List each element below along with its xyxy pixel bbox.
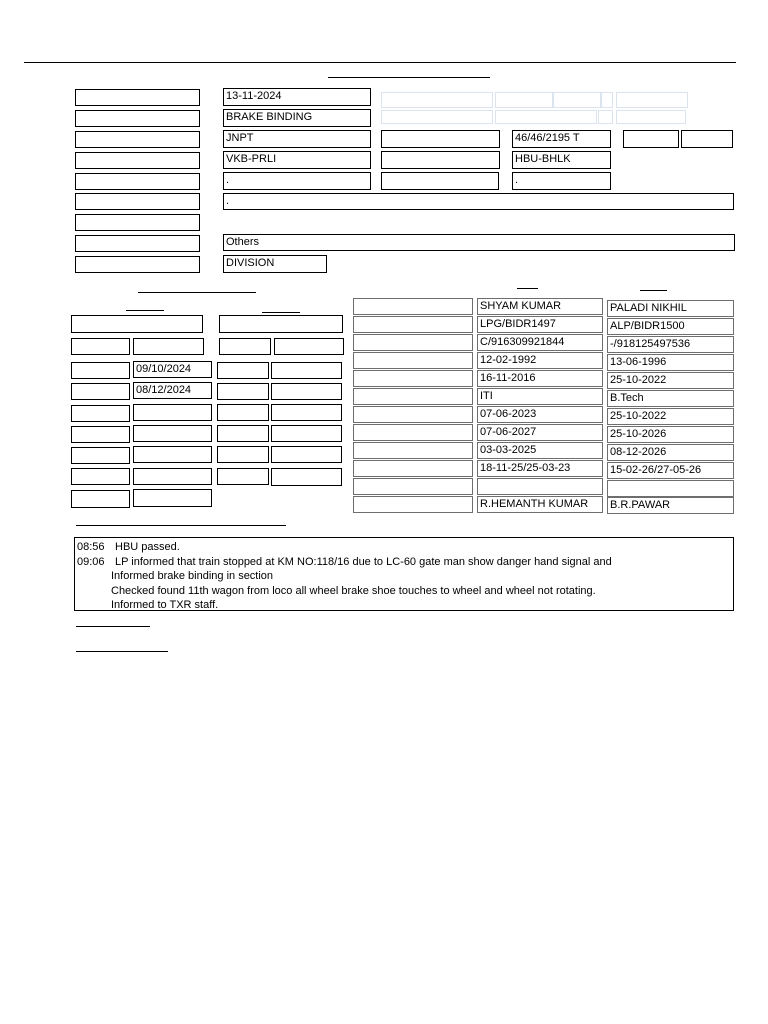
lp-phone: C/916309921844 bbox=[477, 334, 603, 351]
crew-label-12 bbox=[353, 496, 473, 513]
label-box-6 bbox=[75, 193, 200, 210]
left-head-2 bbox=[219, 315, 343, 333]
grid-a5 bbox=[71, 426, 130, 443]
crew-label-9 bbox=[353, 442, 473, 459]
alp-appointment: 25-10-2022 bbox=[607, 372, 734, 389]
grid-c6 bbox=[217, 446, 269, 463]
left-head-1 bbox=[71, 315, 203, 333]
grid-c3 bbox=[217, 383, 269, 400]
label-box-2 bbox=[75, 110, 200, 127]
faint-box-3 bbox=[553, 92, 601, 108]
category-field: Others bbox=[223, 234, 735, 251]
lp-qualification: ITI bbox=[477, 388, 603, 405]
alp-date-1: 25-10-2022 bbox=[607, 408, 734, 425]
grid-b5 bbox=[133, 425, 212, 442]
remarks-line-5: Informed to TXR staff. bbox=[111, 599, 219, 611]
grid-d5 bbox=[271, 425, 342, 442]
faint-box-4 bbox=[601, 92, 613, 108]
title-underline bbox=[328, 77, 490, 78]
faint-box-6 bbox=[381, 110, 493, 124]
crew-label-6 bbox=[353, 388, 473, 405]
label-box-7 bbox=[75, 214, 200, 231]
alp-blank bbox=[607, 480, 734, 497]
faint-box-9 bbox=[616, 110, 686, 124]
crew-label-2 bbox=[353, 316, 473, 333]
remarks-heading-underline bbox=[76, 525, 286, 526]
crew-label-8 bbox=[353, 424, 473, 441]
alp-supervisor: B.R.PAWAR bbox=[607, 497, 734, 514]
loco-field: 46/46/2195 T bbox=[512, 130, 611, 148]
grid-a7 bbox=[71, 468, 130, 485]
remarks-box bbox=[74, 537, 734, 611]
alp-name: PALADI NIKHIL bbox=[607, 300, 734, 317]
grid-a6 bbox=[71, 447, 130, 464]
lp-date-4: 18-11-25/25-03-23 bbox=[477, 460, 603, 477]
grid-a3 bbox=[71, 383, 130, 400]
grid-a8 bbox=[71, 490, 130, 508]
small-box-1 bbox=[623, 130, 679, 148]
grid-b6 bbox=[133, 446, 212, 463]
remarks-time-2: 09:06 bbox=[77, 555, 105, 568]
lp-date-2: 07-06-2027 bbox=[477, 424, 603, 441]
grid-b7 bbox=[133, 468, 212, 485]
grid-c1 bbox=[219, 338, 271, 355]
left-date-2: 08/12/2024 bbox=[133, 382, 212, 399]
remarks-text-2: LP informed that train stopped at KM NO:118/16 due to LC-60 gate man show danger hand signal and bbox=[115, 555, 612, 568]
footer-underline-2 bbox=[76, 651, 168, 652]
grid-b4 bbox=[133, 404, 212, 421]
dot-field-b: . bbox=[512, 172, 611, 190]
section-underline-left bbox=[138, 292, 256, 293]
faint-box-2 bbox=[495, 92, 553, 108]
grid-c4 bbox=[217, 404, 269, 421]
sub-underline-2 bbox=[262, 312, 300, 313]
label-box-4 bbox=[75, 152, 200, 169]
grid-d1 bbox=[274, 338, 344, 355]
footer-underline-1 bbox=[76, 626, 150, 627]
lp-appointment: 16-11-2016 bbox=[477, 370, 603, 387]
alp-phone: -/918125497536 bbox=[607, 336, 734, 353]
lp-name: SHYAM KUMAR bbox=[477, 298, 603, 315]
label-box-3 bbox=[75, 131, 200, 148]
label-box-9 bbox=[75, 256, 200, 273]
alp-dob: 13-06-1996 bbox=[607, 354, 734, 371]
grid-b1 bbox=[133, 338, 204, 355]
crew-label-7 bbox=[353, 406, 473, 423]
faint-box-1 bbox=[381, 92, 493, 108]
grid-c2 bbox=[217, 362, 269, 379]
crew-label-11 bbox=[353, 478, 473, 495]
faint-box-8 bbox=[598, 110, 613, 124]
top-rule bbox=[24, 62, 736, 63]
faint-box-5 bbox=[616, 92, 688, 108]
alp-date-2: 25-10-2026 bbox=[607, 426, 734, 443]
mid-label-box-1 bbox=[381, 130, 500, 148]
section-underline-alp bbox=[640, 290, 667, 291]
alp-date-4: 15-02-26/27-05-26 bbox=[607, 462, 734, 479]
section-field: VKB-PRLI bbox=[223, 151, 371, 169]
lp-date-3: 03-03-2025 bbox=[477, 442, 603, 459]
responsibility-field: DIVISION bbox=[223, 255, 327, 273]
sub-underline-1 bbox=[126, 310, 164, 311]
grid-d2 bbox=[271, 362, 342, 379]
alp-qualification: B.Tech bbox=[607, 390, 734, 407]
alp-date-3: 08-12-2026 bbox=[607, 444, 734, 461]
date-field: 13-11-2024 bbox=[223, 88, 371, 106]
label-box-1 bbox=[75, 89, 200, 106]
grid-a2 bbox=[71, 362, 130, 379]
lp-date-1: 07-06-2023 bbox=[477, 406, 603, 423]
label-box-5 bbox=[75, 173, 200, 190]
small-box-2 bbox=[681, 130, 733, 148]
wide-field-1: . bbox=[223, 193, 734, 210]
section-underline-lp bbox=[517, 288, 538, 289]
remarks-line-4: Checked found 11th wagon from loco all wheel brake shoe touches to wheel and wheel not rotating. bbox=[111, 584, 596, 597]
grid-b8 bbox=[133, 489, 212, 507]
remarks-line-2 bbox=[77, 555, 733, 570]
crew-label-4 bbox=[353, 352, 473, 369]
grid-c5 bbox=[217, 425, 269, 442]
grid-a1 bbox=[71, 338, 130, 355]
crew-label-10 bbox=[353, 460, 473, 477]
lp-blank bbox=[477, 478, 603, 495]
dot-field-a: . bbox=[223, 172, 371, 190]
grid-d4 bbox=[271, 404, 342, 421]
grid-d6 bbox=[271, 446, 342, 463]
grid-a4 bbox=[71, 405, 130, 422]
crew-label-3 bbox=[353, 334, 473, 351]
remarks-time-1: 08:56 bbox=[77, 541, 105, 553]
left-date-1: 09/10/2024 bbox=[133, 361, 212, 378]
alp-id: ALP/BIDR1500 bbox=[607, 318, 734, 335]
lp-supervisor: R.HEMANTH KUMAR bbox=[477, 496, 603, 513]
remarks-line-1 bbox=[77, 540, 733, 555]
grid-d3 bbox=[271, 383, 342, 400]
faint-box-7 bbox=[495, 110, 597, 124]
grid-d7 bbox=[271, 468, 342, 486]
event-field: BRAKE BINDING bbox=[223, 109, 371, 127]
block-field: HBU-BHLK bbox=[512, 151, 611, 169]
lp-id: LPG/BIDR1497 bbox=[477, 316, 603, 333]
lp-dob: 12-02-1992 bbox=[477, 352, 603, 369]
label-box-8 bbox=[75, 235, 200, 252]
remarks-line-3: Informed brake binding in section bbox=[111, 570, 274, 582]
grid-c7 bbox=[217, 468, 269, 485]
train-field: JNPT bbox=[223, 130, 371, 148]
crew-label-1 bbox=[353, 298, 473, 315]
crew-label-5 bbox=[353, 370, 473, 387]
mid-label-box-3 bbox=[381, 172, 499, 190]
mid-label-box-2 bbox=[381, 151, 500, 169]
remarks-text-1: HBU passed. bbox=[115, 541, 180, 553]
